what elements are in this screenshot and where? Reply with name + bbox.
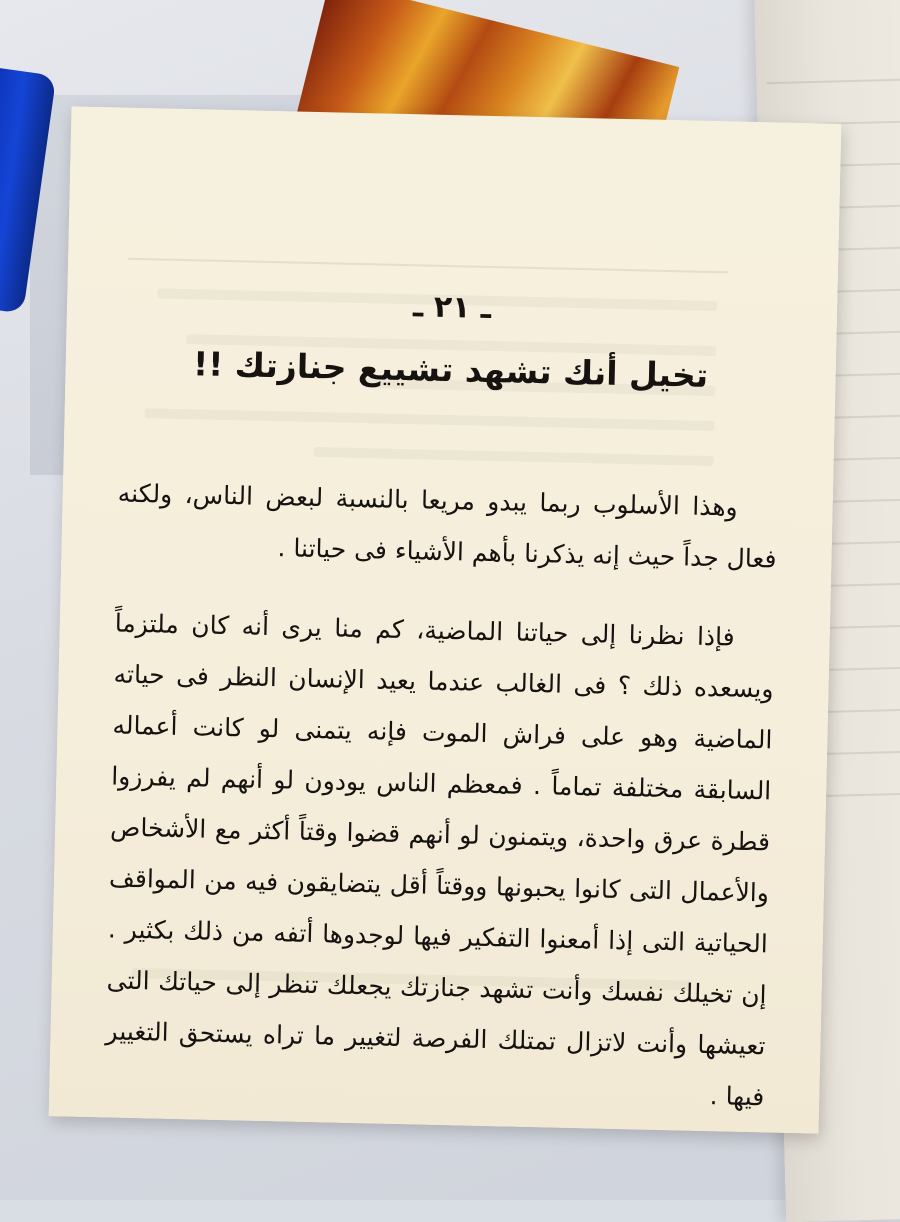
paragraph: فإذا نظرنا إلى حياتنا الماضية، كم منا يرى أنه كان ملتزماً ويسعده ذلك ؟ فى الغالب عندما يعيد الإنسان النظر فى حياته الماضية وهو على فراش الموت فإنه يتمنى لو كانت أعماله السابقة مختلفة تماماً . فمعظم الناس يودون لو أنهم لم يفرزوا قطرة عرق واحدة، ويتمنون لو أنهم قضوا وقتاً أكثر مع الأشخاص والأعمال التى كانوا يحبونها ووقتاً أقل يتضايقون فيه من المواقف الحياتية التى إذا أمعنوا التفكير فيها لوجدوها أتفه من ذلك بكثير . إن تخيلك نفسك وأنت تشهد جنازتك يجعلك تنظر إلى حياتك التى تعيشها وأنت لاتزال تمتلك الفرصة لتغيير ما تراه يستحق التغيير فيها . <box>105 608 774 1112</box>
chapter-title: تخيل أنك تشهد تشييع جنازتك !! <box>192 344 709 395</box>
book-page <box>49 106 842 1133</box>
page-content <box>104 108 787 1133</box>
paragraph: وهذا الأسلوب ربما يبدو مريعا بالنسبة لبعض الناس، ولكنه فعال جداً حيث إنه يذكرنا بأهم الأشياء فى حياتنا . <box>117 478 777 574</box>
body-text <box>104 468 778 1123</box>
chapter-number: ـ ٢١ ـ <box>412 289 492 326</box>
